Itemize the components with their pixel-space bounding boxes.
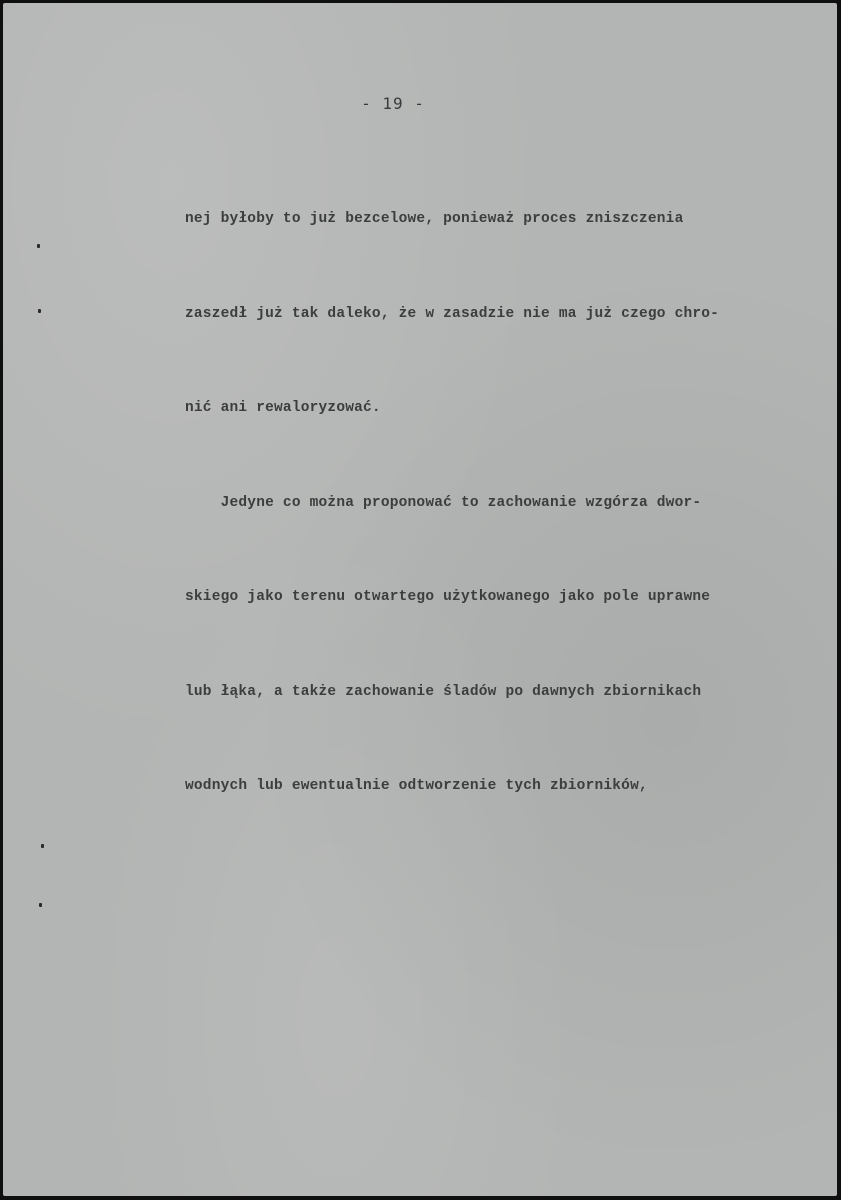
margin-speck (39, 903, 42, 907)
text-line: nej byłoby to już bezcelowe, ponieważ proces zniszczenia (185, 211, 684, 227)
page-number: - 19 - (361, 94, 425, 113)
text-line: wodnych lub ewentualnie odtworzenie tych zbiorników, (185, 778, 648, 794)
text-line: nić ani rewaloryzować. (185, 400, 381, 416)
body-paragraphs (185, 141, 815, 866)
margin-speck (41, 844, 44, 848)
margin-speck (38, 309, 41, 313)
text-line: skiego jako terenu otwartego użytkowanego jako pole uprawne (185, 589, 711, 605)
document-page (3, 3, 837, 1196)
text-line: lub łąka, a także zachowanie śladów po dawnych zbiornikach (185, 683, 702, 700)
margin-speck (37, 244, 40, 248)
text-line: Jedyne co można proponować to zachowanie wzgórza dwor- (185, 494, 702, 511)
text-line: zaszedł już tak daleko, że w zasadzie nie ma już czego chro- (185, 305, 720, 322)
